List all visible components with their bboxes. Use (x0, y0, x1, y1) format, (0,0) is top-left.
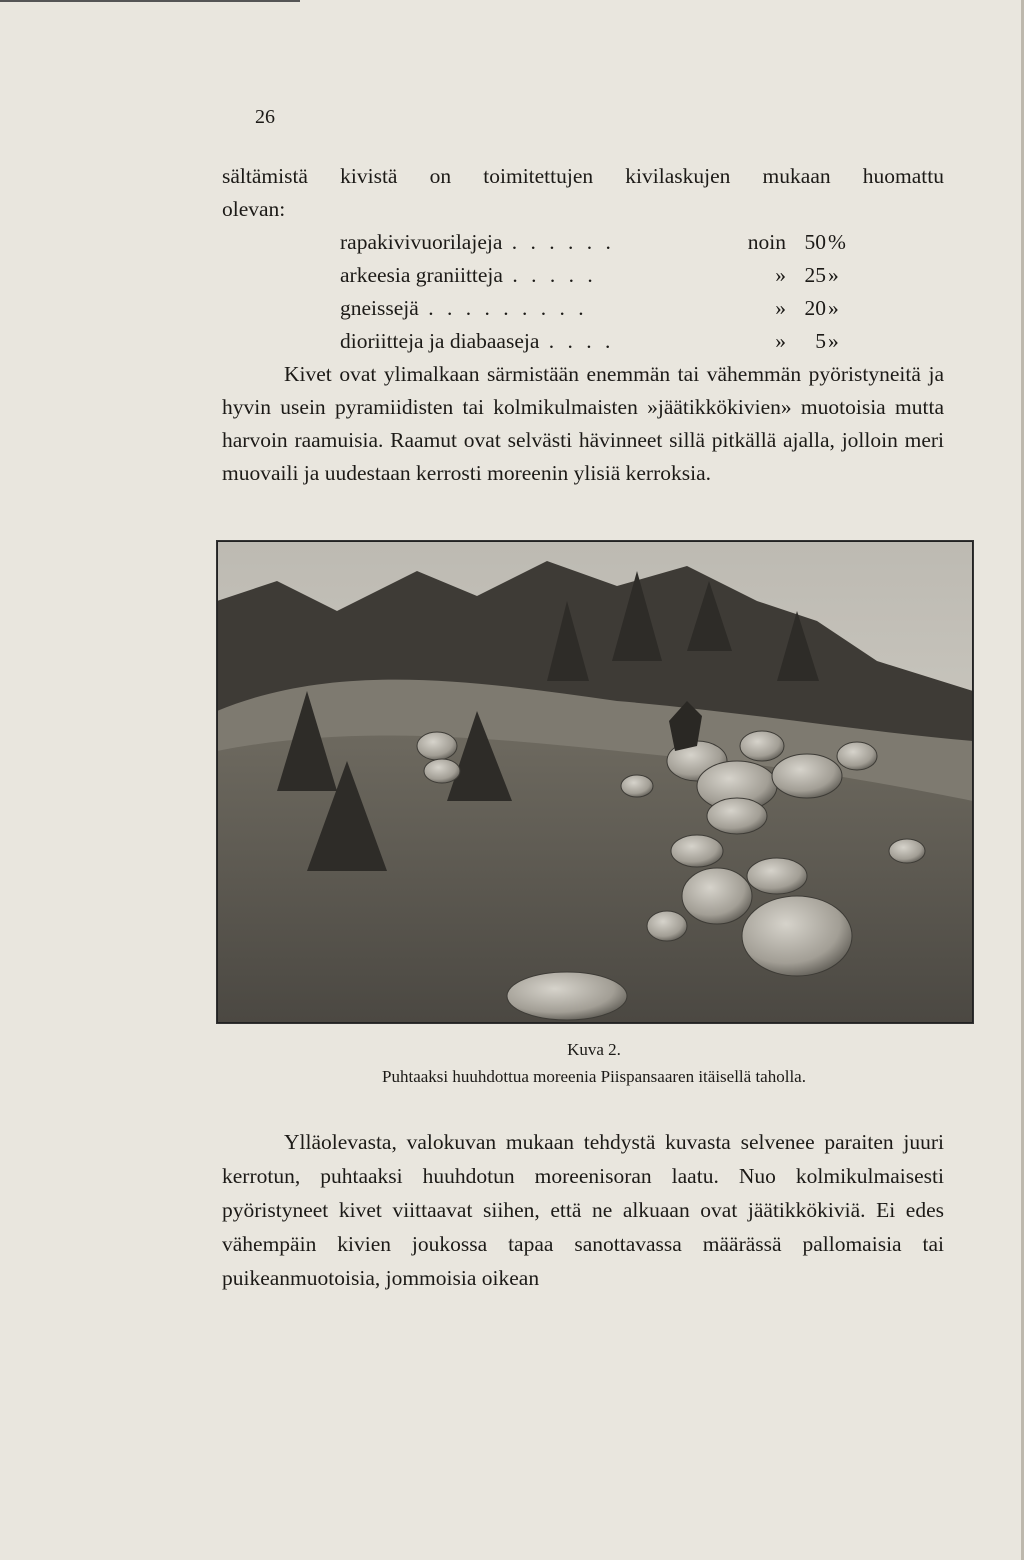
rock-name: arkeesia graniitteja . . . . . (340, 263, 597, 287)
figure-caption: Puhtaaksi huuhdottua moreenia Piispansaaren itäisellä taholla. (382, 1067, 806, 1086)
paragraph-line: olevan: (222, 197, 286, 221)
photo-illustration (217, 541, 973, 1023)
rock-prefix: » (775, 263, 786, 287)
list-item (340, 226, 846, 259)
list-item (340, 259, 840, 292)
paragraph-line: sältämistä kivistä on toimitettujen kivilaskujen mukaan huomattu (222, 164, 944, 188)
leader-dots: . . . . . (502, 263, 597, 287)
paragraph-description: Ylläolevasta, valokuvan mukaan tehdystä kuvasta selvenee paraiten juuri kerrotun, puhtaaksi huuhdotun moreenisoran laatu. Nuo kolmikulmaisesti pyöristyneet kivet viittaavat siihen, että ne alkuaan ovat jäätikkökiviä. Ei edes vähempäin kivien joukossa tapaa sanottavassa määrässä pallomaisia tai puikeanmuotoisia, jommoisia oikean (222, 1130, 944, 1290)
paragraph-intro (222, 160, 944, 226)
rock-prefix: » (775, 329, 786, 353)
rock-prefix: noin (747, 230, 786, 254)
rock-percent: 20 (804, 296, 826, 320)
paragraph-stones: Kivet ovat ylimalkaan särmistään enemmän tai vähemmän pyöristyneitä ja hyvin usein pyramiidisten tai kolmikulmaisten »jäätikkökivien» muotoisia mutta harvoin raamuisia. Raamut ovat selvästi hävinneet sillä pitkällä ajalla, jolloin meri muovaili ja uudestaan kerrosti moreenin ylisiä kerroksia. (222, 362, 944, 485)
rock-name: gneissejä . . . . . . . . . (340, 296, 588, 320)
rock-percent: 50 (804, 230, 826, 254)
rock-composition-list (340, 226, 846, 358)
rock-unit: » (828, 329, 839, 353)
leader-dots: . . . . . . . . . (418, 296, 588, 320)
leader-dots: . . . . (539, 329, 615, 353)
figure-title: Kuva 2. (567, 1040, 621, 1059)
rock-name: dioriitteja ja diabaaseja . . . . (340, 329, 615, 353)
rock-prefix: » (775, 296, 786, 320)
page-edge (0, 0, 300, 2)
list-item (340, 292, 840, 325)
list-item (340, 325, 840, 358)
rock-unit: » (828, 296, 839, 320)
rock-unit: » (828, 263, 839, 287)
page-number: 26 (255, 106, 275, 128)
rock-percent: 5 (815, 329, 826, 353)
moraine-photograph (216, 540, 974, 1024)
rock-unit: % (828, 230, 846, 254)
rock-percent: 25 (804, 263, 826, 287)
leader-dots: . . . . . . (502, 230, 615, 254)
rock-name: rapakivivuorilajeja . . . . . . (340, 230, 615, 254)
